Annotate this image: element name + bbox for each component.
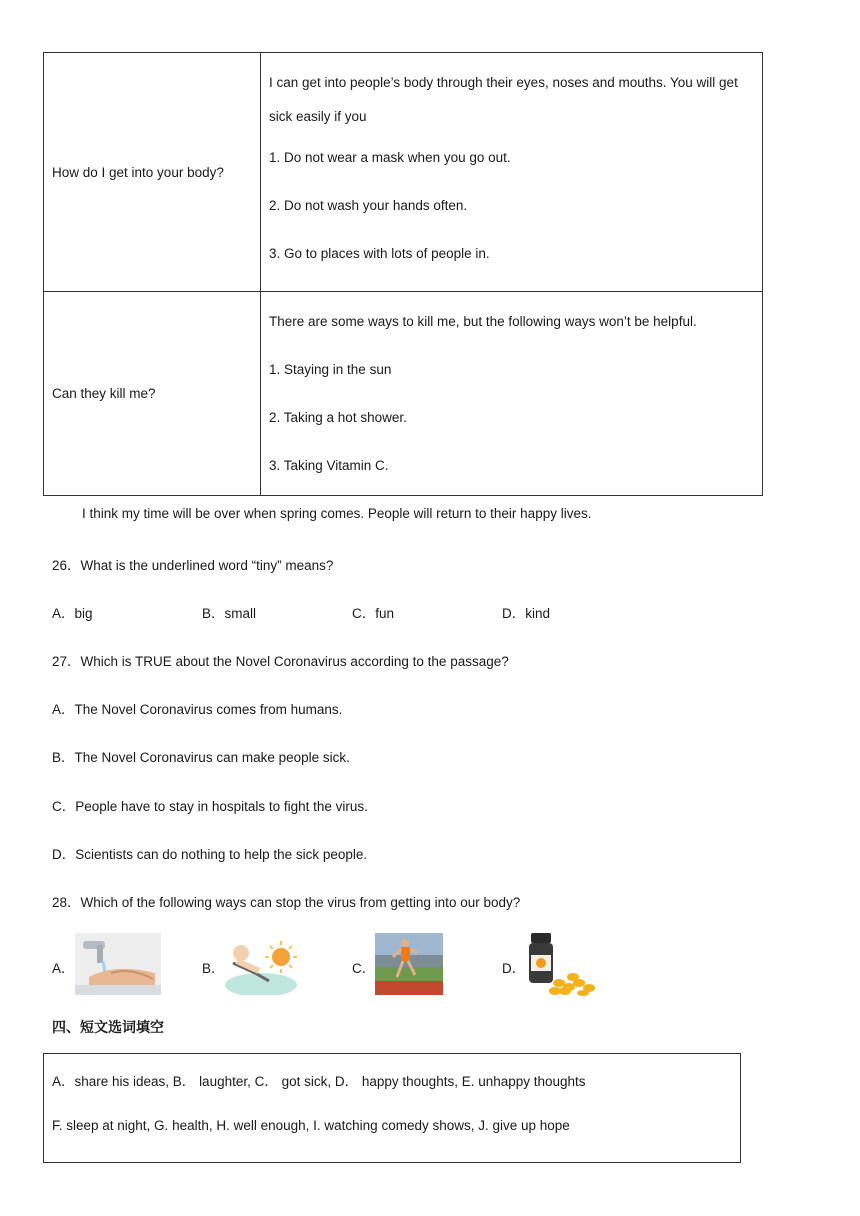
closing-sentence: I think my time will be over when spring comes. People will return to their happy lives. bbox=[82, 506, 592, 521]
table-row bbox=[44, 53, 763, 292]
question-stem: 27．Which is TRUE about the Novel Coronavirus according to the passage? bbox=[52, 654, 509, 669]
running-icon[interactable] bbox=[375, 933, 443, 995]
answer-line: 2. Taking a hot shower. bbox=[269, 409, 407, 425]
question-stem: 26．What is the underlined word “tiny” means? bbox=[52, 558, 334, 573]
option-a[interactable]: A．big bbox=[52, 606, 93, 621]
sunbathing-icon[interactable] bbox=[225, 933, 303, 995]
row-question: How do I get into your body? bbox=[44, 53, 261, 292]
option-d[interactable]: D． bbox=[502, 961, 526, 976]
word-bank-line: A．share his ideas, B． laughter, C． got sick, D． happy thoughts, E. unhappy thoughts bbox=[52, 1074, 586, 1089]
answer-line: 1. Staying in the sun bbox=[269, 361, 392, 377]
option-c[interactable]: C．fun bbox=[352, 606, 395, 621]
word-bank-line: F. sleep at night, G. health, H. well enough, I. watching comedy shows, J. give up hope bbox=[52, 1118, 570, 1133]
row-question: Can they kill me? bbox=[44, 292, 261, 496]
section-title: 四、短文选词填空 bbox=[52, 1020, 164, 1036]
answer-line: I can get into people’s body through their eyes, noses and mouths. You will get bbox=[269, 75, 738, 90]
answer-line: 3. Taking Vitamin C. bbox=[269, 457, 389, 473]
option-c[interactable]: C．People have to stay in hospitals to fight the virus. bbox=[52, 799, 368, 814]
table-row bbox=[44, 292, 763, 496]
word-bank-box bbox=[43, 1053, 741, 1163]
question-stem: 28．Which of the following ways can stop the virus from getting into our body? bbox=[52, 895, 521, 910]
answer-line: 3. Go to places with lots of people in. bbox=[269, 246, 490, 261]
option-a[interactable]: A．The Novel Coronavirus comes from humans. bbox=[52, 702, 343, 717]
vitamin-bottle-icon[interactable] bbox=[525, 931, 599, 997]
option-d[interactable]: D．kind bbox=[502, 606, 551, 621]
hand-washing-icon[interactable] bbox=[75, 933, 161, 995]
option-b[interactable]: B． bbox=[202, 961, 225, 976]
answer-line: 1. Do not wear a mask when you go out. bbox=[269, 150, 511, 165]
answer-line: There are some ways to kill me, but the following ways won’t be helpful. bbox=[269, 313, 697, 329]
row-answer bbox=[261, 53, 763, 292]
option-b[interactable]: B．small bbox=[202, 606, 257, 621]
answer-line: sick easily if you bbox=[269, 109, 367, 124]
option-b[interactable]: B．The Novel Coronavirus can make people sick. bbox=[52, 750, 350, 765]
row-answer bbox=[261, 292, 763, 496]
virus-info-table bbox=[43, 52, 763, 496]
option-a[interactable]: A． bbox=[52, 961, 75, 976]
option-d[interactable]: D．Scientists can do nothing to help the sick people. bbox=[52, 847, 368, 862]
option-c[interactable]: C． bbox=[352, 961, 376, 976]
answer-line: 2. Do not wash your hands often. bbox=[269, 198, 468, 213]
